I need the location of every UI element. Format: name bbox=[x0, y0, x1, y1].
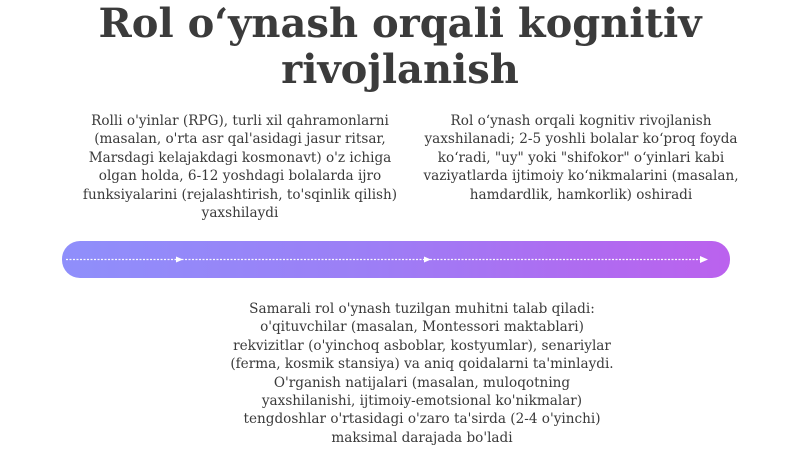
timeline-arrow bbox=[62, 241, 730, 278]
arrow-marker-2 bbox=[424, 257, 431, 263]
arrow-head bbox=[700, 256, 708, 263]
text-block-left: Rolli o'yinlar (RPG), turli xil qahramonlarni (masalan, o'rta asr qal'asidagi jasur ritsar, Marsdagi kelajakdagi kosmonavt) o'z ichiga olgan holda, 6-12 yoshdagi bolalarda ijro funksiyalarini (rejalashtirish, to'sqinlik qilish) yaxshilaydi bbox=[82, 113, 398, 222]
text-block-bottom: Samarali rol o'ynash tuzilgan muhitni talab qiladi: o'qituvchilar (masalan, Montessori maktablari) rekvizitlar (o'yinchoq asboblar, kostyumlar), senariylar (ferma, kosmik stansiya) va aniq qoidalarni ta'minlaydi. O'rganish natijalari (masalan, muloqotning yaxshilanishi, ijtimoiy-emotsional ko'nikmalar) tengdoshlar o'rtasidagi o'zaro ta'sirda (2-4 o'yinchi) maksimal darajada bo'ladi bbox=[230, 301, 614, 446]
title-line-1: Rol o‘ynash orqali kognitiv bbox=[98, 0, 702, 47]
page-title bbox=[0, 0, 800, 93]
text-block-right: Rol o‘ynash orqali kognitiv rivojlanish yaxshilanadi; 2-5 yoshli bolalar ko‘proq foyda ko‘radi, "uy" yoki "shifokor" o‘yinlari kabi vaziyatlarda ijtimoiy ko‘nikmalarini (masalan, hamdardlik, hamkorlik) oshiradi bbox=[423, 113, 739, 203]
title-line-2: rivojlanish bbox=[281, 46, 519, 93]
arrow-marker-1 bbox=[176, 257, 183, 263]
